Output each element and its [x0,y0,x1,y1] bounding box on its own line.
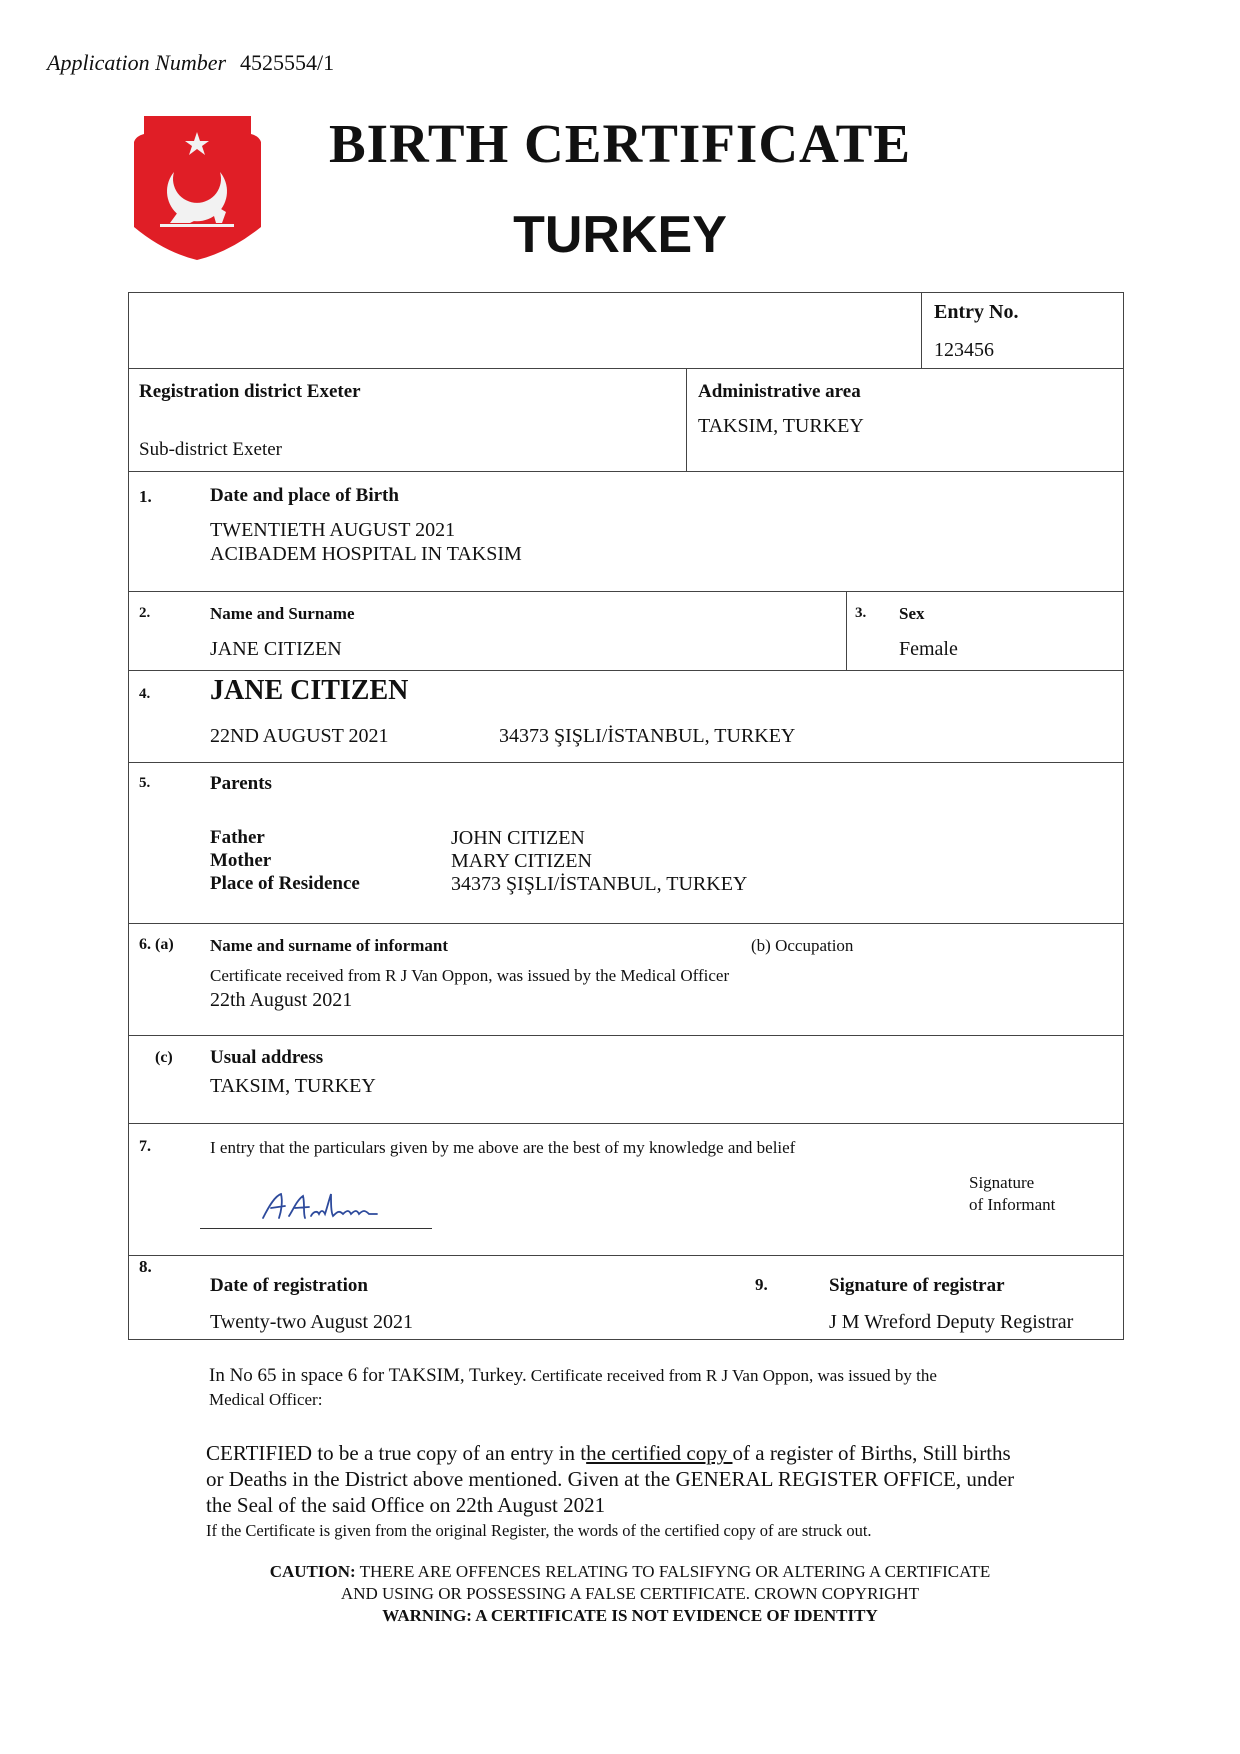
birth-date-place-label: Date and place of Birth [210,485,399,506]
father-name: JOHN CITIZEN [451,827,585,849]
registration-date-label: Date of registration [210,1275,368,1296]
child-date: 22ND AUGUST 2021 [210,725,389,747]
certified-copy-underlined: he certified copy [586,1441,733,1465]
section-7-number: 7. [139,1138,151,1155]
certified-line-1 [206,1441,1011,1466]
warning-line: WARNING: A CERTIFICATE IS NOT EVIDENCE OF IDENTITY [382,1606,878,1625]
certificate-received-text: Certificate received from R J Van Oppon, was issued by the Medical Officer [210,966,730,985]
caution-label: CAUTION: [269,1562,356,1581]
column-divider [686,368,687,471]
certified-line-1a: CERTIFIED to be a true copy of an entry in t [206,1441,587,1465]
informant-date: 22th August 2021 [210,989,353,1011]
usual-address-value: TAKSIM, TURKEY [210,1075,376,1097]
residence-value: 34373 ŞIŞLI/İSTANBUL, TURKEY [451,873,748,895]
certificate-form [128,292,1124,1340]
sex-value: Female [899,638,958,660]
section-3-number: 3. [855,605,867,621]
section-6a-number: 6. (a) [139,936,174,953]
registrar-signature-label: Signature of registrar [829,1275,1005,1296]
parents-label: Parents [210,773,272,794]
struck-out-note: If the Certificate is given from the original Register, the words of the certified copy of are struck out. [206,1521,872,1540]
footer-note [209,1365,937,1387]
coat-of-arms-emblem-icon [130,112,265,262]
row-divider [129,368,1123,369]
informant-signature [259,1186,399,1226]
caution-line-1 [130,1562,1130,1582]
section-4-number: 4. [139,686,151,702]
row-divider [129,1255,1123,1256]
usual-address-label: Usual address [210,1047,324,1068]
column-divider [921,293,922,368]
footer-note-a: In No 65 in space 6 for TAKSIM, Turkey. [209,1365,527,1386]
occupation-label: (b) Occupation [751,936,854,955]
row-divider [129,1123,1123,1124]
section-6c-number: (c) [155,1049,173,1066]
father-label: Father [210,827,265,848]
document-country: TURKEY [513,206,727,264]
section-1-number: 1. [139,487,152,506]
row-divider [129,923,1123,924]
certified-line-2: or Deaths in the District above mentioned. Given at the GENERAL REGISTER OFFICE, under [206,1467,1015,1491]
certified-line-3: the Seal of the said Office on 22th August 2021 [206,1493,606,1517]
section-2-number: 2. [139,605,151,621]
mother-label: Mother [210,850,272,871]
child-name: JANE CITIZEN [210,675,409,706]
section-8-number: 8. [139,1257,152,1276]
row-divider [129,471,1123,472]
footer-note-b: Certificate received from R J Van Oppon, was issued by the [530,1366,937,1385]
document-title: BIRTH CERTIFICATE [328,113,912,174]
informant-statement: I entry that the particulars given by me above are the best of my knowledge and belief [210,1138,796,1157]
signature-label-line-2: of Informant [969,1195,1056,1214]
caution-line-2: AND USING OR POSSESSING A FALSE CERTIFICATE. CROWN COPYRIGHT [340,1584,920,1603]
registration-district: Registration district Exeter [139,381,361,402]
child-address: 34373 ŞIŞLI/İSTANBUL, TURKEY [499,725,796,747]
column-divider [846,591,847,670]
birth-place: ACIBADEM HOSPITAL IN TAKSIM [210,543,522,565]
residence-label: Place of Residence [210,873,360,894]
entry-label: Entry No. [934,301,1019,323]
row-divider [129,670,1123,671]
birth-date: TWENTIETH AUGUST 2021 [210,519,456,541]
administrative-area-value: TAKSIM, TURKEY [698,415,864,437]
section-9-number: 9. [755,1275,768,1294]
application-number-label: Application Number [47,50,227,75]
registrar-signature-value: J M Wreford Deputy Registrar [829,1311,1074,1333]
administrative-area-label: Administrative area [698,381,861,402]
section-5-number: 5. [139,775,151,791]
row-divider [129,591,1123,592]
registration-date-value: Twenty-two August 2021 [210,1311,414,1333]
application-number-value: 4525554/1 [240,50,335,75]
certified-line-1c: of a register of Births, Still births [732,1441,1011,1465]
informant-label: Name and surname of informant [210,936,448,955]
mother-name: MARY CITIZEN [451,850,592,872]
footer-note-c: Medical Officer: [209,1390,323,1409]
caution-text-1: THERE ARE OFFENCES RELATING TO FALSIFYNG OR ALTERING A CERTIFICATE [355,1562,991,1581]
name-surname-label: Name and Surname [210,604,355,623]
entry-number: 123456 [934,339,994,361]
row-divider [129,1035,1123,1036]
signature-line [200,1228,432,1229]
name-surname-value: JANE CITIZEN [210,638,342,660]
sub-district: Sub-district Exeter [139,439,282,460]
sex-label: Sex [899,604,925,623]
row-divider [129,762,1123,763]
signature-label-line-1: Signature [969,1173,1035,1192]
application-number [47,50,334,76]
